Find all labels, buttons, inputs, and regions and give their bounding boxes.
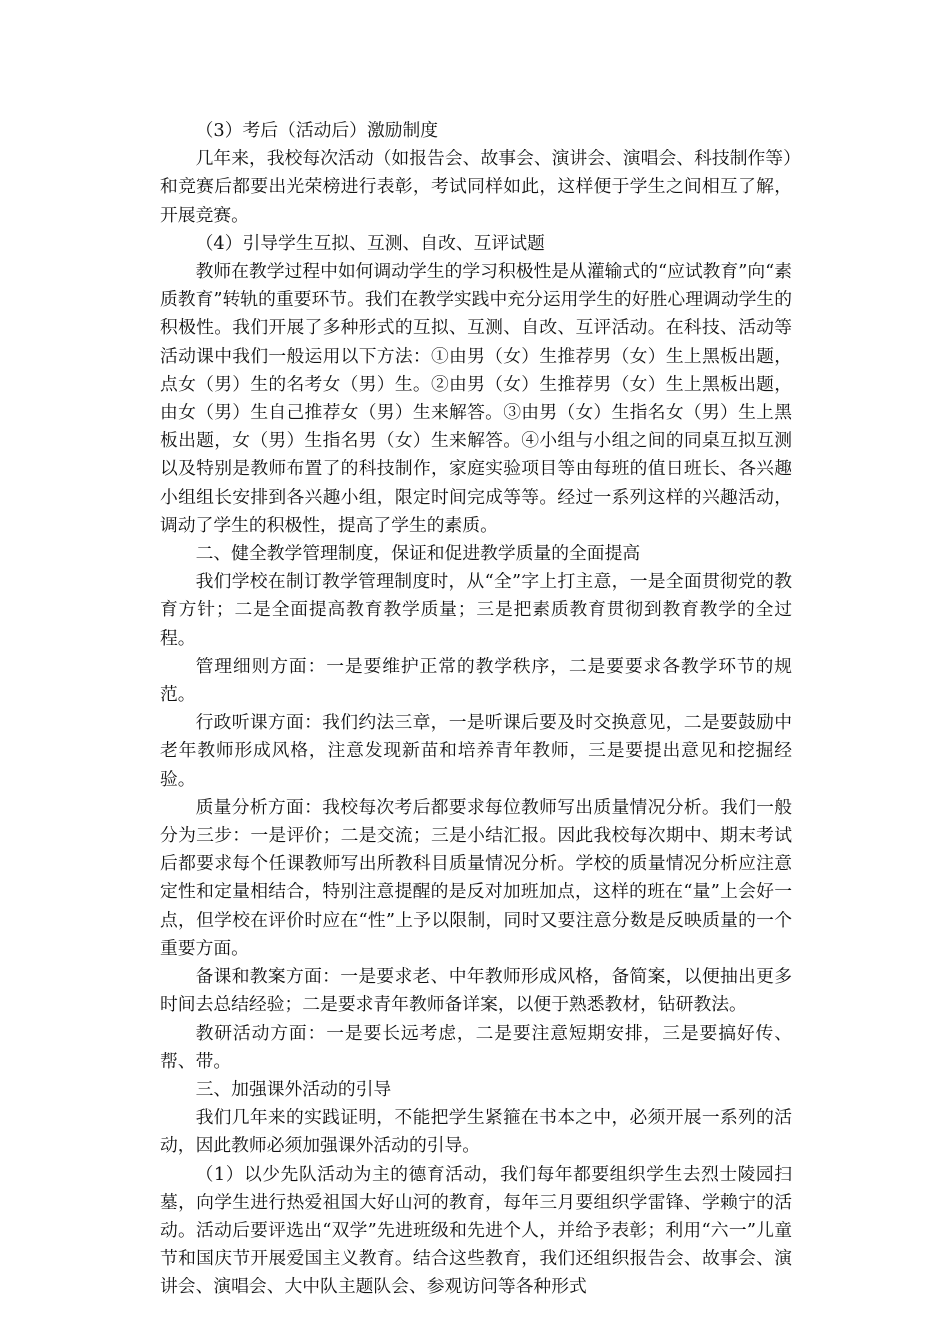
section-heading-management: 二、健全教学管理制度，保证和促进教学质量的全面提高 [195, 543, 641, 565]
document-body [160, 117, 792, 1302]
paragraph: 几年来，我校每次活动（如报告会、故事会、演讲会、演唱会、科技制作等）和竞赛后都要出光荣榜进行表彰，考试同样如此，这样便于学生之间相互了解，开展竞赛。 [160, 148, 792, 226]
paragraph: 教研活动方面：一是要长远考虑，二是要注意短期安排，三是要搞好传、帮、带。 [160, 1022, 792, 1072]
paragraph: 行政听课方面：我们约法三章，一是听课后要及时交换意见，二是要鼓励中老年教师形成风格，注意发现新苗和培养青年教师，三是要提出意见和挖掘经验。 [160, 712, 792, 790]
subheading-incentive-system: （3）考后（活动后）激励制度 [195, 120, 439, 141]
paragraph: 管理细则方面：一是要维护正常的教学秩序，二是要要求各教学环节的规范。 [160, 655, 792, 706]
paragraph: 备课和教案方面：一是要求老、中年教师形成风格，备简案，以便抽出更多时间去总结经验；二是要求青年教师备详案，以便于熟悉教材，钻研教法。 [160, 966, 792, 1016]
subheading-peer-testing: （4）引导学生互拟、互测、自改、互评试题 [195, 232, 545, 254]
paragraph: 我们几年来的实践证明，不能把学生紧箍在书本之中，必须开展一系列的活动，因此教师必须加强课外活动的引导。 [160, 1107, 792, 1157]
section-heading-extracurricular: 三、加强课外活动的引导 [195, 1078, 392, 1100]
paragraph: 质量分析方面：我校每次考后都要求每位教师写出质量情况分析。我们一般分为三步：一是评价；二是交流；三是小结汇报。因此我校每次期中、期末考试后都要求每个任课教师写出所教科目质量情况分析。学校的质量情况分析应注意定性和定量相结合，特别注意提醒的是反对加班加点，这样的班在“量”上会好一点，但学校在评价时应在“性”上予以限制，同时又要注意分数是反映质量的一个重要方面。 [160, 796, 792, 959]
paragraph: 教师在教学过程中如何调动学生的学习积极性是从灌输式的“应试教育”向“素质教育”转轨的重要环节。我们在教学实践中充分运用学生的好胜心理调动学生的积极性。我们开展了多种形式的互拟、互测、自改、互评活动。在科技、活动等活动课中我们一般运用以下方法：①由男（女）生推荐男（女）生上黑板出题，点女（男）生的名考女（男）生。②由男（女）生推荐男（女）生上黑板出题，由女（男）生自己推荐女（男）生来解答。③由男（女）生指名女（男）生上黑板出题，女（男）生指名男（女）生来解答。④小组与小组之间的同桌互拟互测以及特别是教师布置了的科技制作，家庭实验项目等由每班的值日班长、各兴趣小组组长安排到各兴趣小组，限定时间完成等等。经过一系列这样的兴趣活动，调动了学生的积极性，提高了学生的素质。 [160, 261, 792, 536]
paragraph: 我们学校在制订教学管理制度时，从“全”字上打主意，一是全面贯彻党的教育方针；二是全面提高教育教学质量；三是把素质教育贯彻到教育教学的全过程。 [160, 571, 792, 649]
paragraph: （1）以少先队活动为主的德育活动，我们每年都要组织学生去烈士陵园扫墓，向学生进行热爱祖国大好山河的教育，每年三月要组织学雷锋、学赖宁的活动。活动后要评选出“双学”先进班级和先进个人，并给予表彰；利用“六一”儿童节和国庆节开展爱国主义教育。结合这些教育，我们还组织报告会、故事会、演讲会、演唱会、大中队主题队会、参观访问等各种形式 [160, 1163, 792, 1298]
